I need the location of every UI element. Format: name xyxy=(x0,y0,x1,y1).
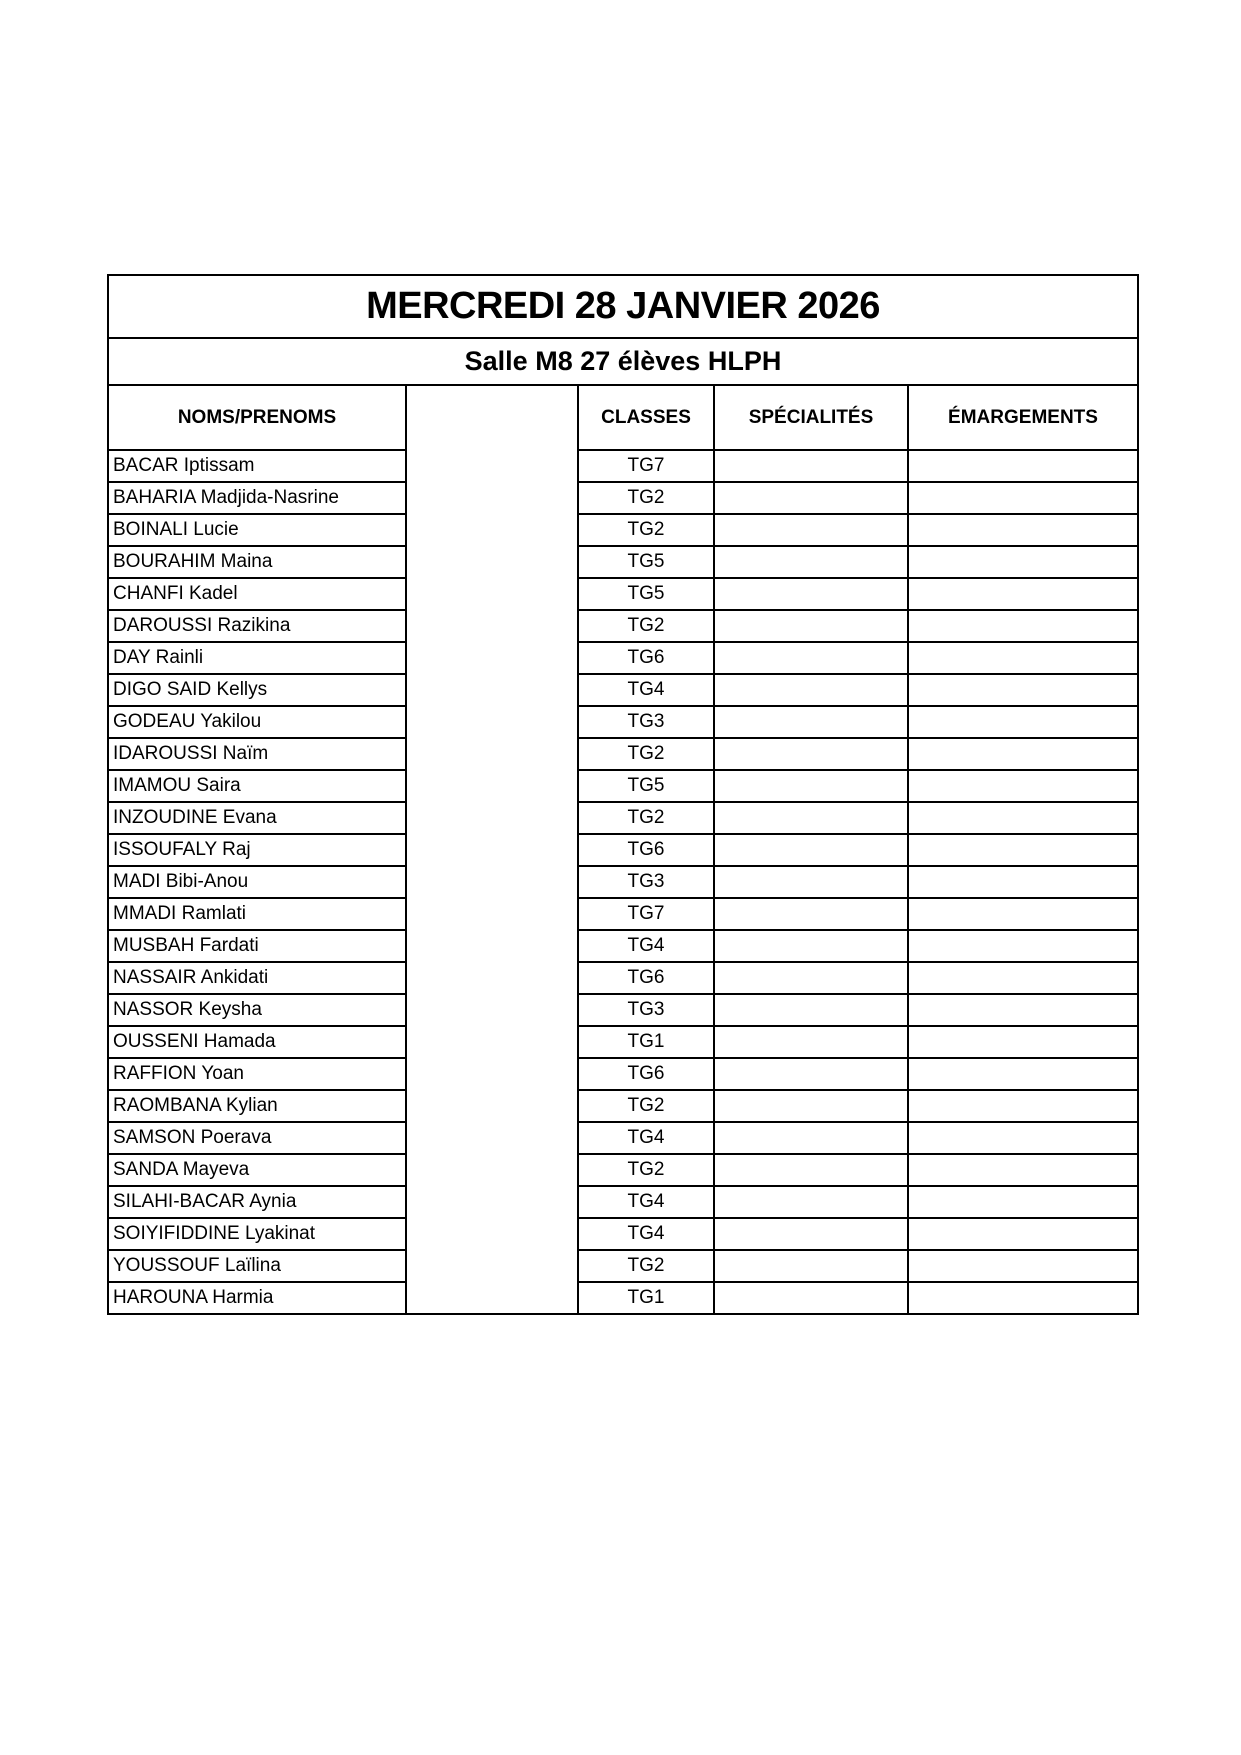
student-table xyxy=(109,386,1137,1313)
emargement-cell xyxy=(908,738,1137,770)
blank-cell xyxy=(406,1282,578,1313)
table-row xyxy=(109,738,1137,770)
student-name: ISSOUFALY Raj xyxy=(109,834,406,866)
student-name: SANDA Mayeva xyxy=(109,1154,406,1186)
header-classes: CLASSES xyxy=(578,386,714,450)
student-class: TG4 xyxy=(578,674,714,706)
blank-cell xyxy=(406,450,578,482)
student-name: MUSBAH Fardati xyxy=(109,930,406,962)
student-class: TG2 xyxy=(578,482,714,514)
specialite-cell xyxy=(714,770,908,802)
emargement-cell xyxy=(908,514,1137,546)
blank-cell xyxy=(406,898,578,930)
attendance-sheet xyxy=(107,274,1139,1315)
table-row xyxy=(109,802,1137,834)
student-class: TG4 xyxy=(578,1122,714,1154)
student-name: CHANFI Kadel xyxy=(109,578,406,610)
blank-cell xyxy=(406,610,578,642)
student-class: TG2 xyxy=(578,1154,714,1186)
student-class: TG5 xyxy=(578,546,714,578)
table-row xyxy=(109,834,1137,866)
table-row xyxy=(109,482,1137,514)
emargement-cell xyxy=(908,1250,1137,1282)
student-name: RAFFION Yoan xyxy=(109,1058,406,1090)
student-class: TG6 xyxy=(578,1058,714,1090)
table-row xyxy=(109,578,1137,610)
emargement-cell xyxy=(908,930,1137,962)
student-class: TG2 xyxy=(578,514,714,546)
specialite-cell xyxy=(714,546,908,578)
emargement-cell xyxy=(908,546,1137,578)
emargement-cell xyxy=(908,642,1137,674)
table-row xyxy=(109,1154,1137,1186)
blank-cell xyxy=(406,642,578,674)
specialite-cell xyxy=(714,834,908,866)
student-name: BACAR Iptissam xyxy=(109,450,406,482)
table-row xyxy=(109,1186,1137,1218)
student-name: SAMSON Poerava xyxy=(109,1122,406,1154)
blank-cell xyxy=(406,1058,578,1090)
student-name: BOURAHIM Maina xyxy=(109,546,406,578)
emargement-cell xyxy=(908,706,1137,738)
emargement-cell xyxy=(908,834,1137,866)
blank-cell xyxy=(406,738,578,770)
emargement-cell xyxy=(908,1186,1137,1218)
specialite-cell xyxy=(714,642,908,674)
student-class: TG3 xyxy=(578,866,714,898)
blank-cell xyxy=(406,578,578,610)
emargement-cell xyxy=(908,866,1137,898)
emargement-cell xyxy=(908,450,1137,482)
table-row xyxy=(109,1090,1137,1122)
emargement-cell xyxy=(908,1122,1137,1154)
student-class: TG4 xyxy=(578,1218,714,1250)
emargement-cell xyxy=(908,1154,1137,1186)
emargement-cell xyxy=(908,578,1137,610)
student-name: HAROUNA Harmia xyxy=(109,1282,406,1313)
student-class: TG1 xyxy=(578,1282,714,1313)
blank-cell xyxy=(406,802,578,834)
student-name: DIGO SAID Kellys xyxy=(109,674,406,706)
emargement-cell xyxy=(908,610,1137,642)
student-name: NASSOR Keysha xyxy=(109,994,406,1026)
specialite-cell xyxy=(714,482,908,514)
specialite-cell xyxy=(714,962,908,994)
header-row xyxy=(109,386,1137,450)
specialite-cell xyxy=(714,514,908,546)
table-row xyxy=(109,706,1137,738)
table-row xyxy=(109,450,1137,482)
specialite-cell xyxy=(714,866,908,898)
table-row xyxy=(109,610,1137,642)
blank-cell xyxy=(406,834,578,866)
header-names: NOMS/PRENOMS xyxy=(109,386,406,450)
blank-cell xyxy=(406,994,578,1026)
blank-cell xyxy=(406,1026,578,1058)
specialite-cell xyxy=(714,994,908,1026)
student-class: TG3 xyxy=(578,706,714,738)
specialite-cell xyxy=(714,1186,908,1218)
emargement-cell xyxy=(908,770,1137,802)
blank-cell xyxy=(406,514,578,546)
emargement-cell xyxy=(908,898,1137,930)
table-row xyxy=(109,866,1137,898)
table-row xyxy=(109,994,1137,1026)
specialite-cell xyxy=(714,610,908,642)
student-name: INZOUDINE Evana xyxy=(109,802,406,834)
student-class: TG1 xyxy=(578,1026,714,1058)
student-class: TG5 xyxy=(578,578,714,610)
student-class: TG2 xyxy=(578,610,714,642)
student-class: TG6 xyxy=(578,962,714,994)
table-row xyxy=(109,770,1137,802)
emargement-cell xyxy=(908,1058,1137,1090)
blank-cell xyxy=(406,1154,578,1186)
table-row xyxy=(109,1122,1137,1154)
blank-cell xyxy=(406,706,578,738)
table-row xyxy=(109,898,1137,930)
student-class: TG6 xyxy=(578,642,714,674)
emargement-cell xyxy=(908,1026,1137,1058)
blank-cell xyxy=(406,1250,578,1282)
specialite-cell xyxy=(714,1122,908,1154)
header-emargements: ÉMARGEMENTS xyxy=(948,406,1098,428)
student-class: TG5 xyxy=(578,770,714,802)
student-class: TG2 xyxy=(578,1090,714,1122)
specialite-cell xyxy=(714,898,908,930)
table-row xyxy=(109,674,1137,706)
specialite-cell xyxy=(714,1282,908,1313)
student-name: DAY Rainli xyxy=(109,642,406,674)
student-class: TG7 xyxy=(578,898,714,930)
student-name: IMAMOU Saira xyxy=(109,770,406,802)
table-row xyxy=(109,1058,1137,1090)
student-class: TG2 xyxy=(578,738,714,770)
emargement-cell xyxy=(908,994,1137,1026)
table-row xyxy=(109,546,1137,578)
emargement-cell xyxy=(908,1090,1137,1122)
student-class: TG2 xyxy=(578,1250,714,1282)
specialite-cell xyxy=(714,706,908,738)
table-row xyxy=(109,962,1137,994)
student-name: MADI Bibi-Anou xyxy=(109,866,406,898)
student-name: BOINALI Lucie xyxy=(109,514,406,546)
student-class: TG3 xyxy=(578,994,714,1026)
specialite-cell xyxy=(714,578,908,610)
student-name: GODEAU Yakilou xyxy=(109,706,406,738)
student-name: SOIYIFIDDINE Lyakinat xyxy=(109,1218,406,1250)
student-class: TG4 xyxy=(578,930,714,962)
specialite-cell xyxy=(714,450,908,482)
table-row xyxy=(109,642,1137,674)
table-row xyxy=(109,1026,1137,1058)
student-name: DAROUSSI Razikina xyxy=(109,610,406,642)
table-row xyxy=(109,1218,1137,1250)
table-row xyxy=(109,514,1137,546)
specialite-cell xyxy=(714,1154,908,1186)
specialite-cell xyxy=(714,738,908,770)
student-class: TG7 xyxy=(578,450,714,482)
emargement-cell xyxy=(908,1218,1137,1250)
student-name: BAHARIA Madjida-Nasrine xyxy=(109,482,406,514)
emargement-cell xyxy=(908,482,1137,514)
specialite-cell xyxy=(714,802,908,834)
student-name: NASSAIR Ankidati xyxy=(109,962,406,994)
student-name: RAOMBANA Kylian xyxy=(109,1090,406,1122)
specialite-cell xyxy=(714,1090,908,1122)
specialite-cell xyxy=(714,1218,908,1250)
blank-cell xyxy=(406,546,578,578)
blank-cell xyxy=(406,1122,578,1154)
emargement-cell xyxy=(908,802,1137,834)
specialite-cell xyxy=(714,1058,908,1090)
student-name: SILAHI-BACAR Aynia xyxy=(109,1186,406,1218)
blank-cell xyxy=(406,482,578,514)
blank-cell xyxy=(406,930,578,962)
table-row xyxy=(109,1282,1137,1313)
emargement-cell xyxy=(908,962,1137,994)
blank-cell xyxy=(406,1090,578,1122)
student-name: MMADI Ramlati xyxy=(109,898,406,930)
student-class: TG2 xyxy=(578,802,714,834)
student-name: OUSSENI Hamada xyxy=(109,1026,406,1058)
room-subtitle: Salle M8 27 élèves HLPH xyxy=(109,339,1137,386)
specialite-cell xyxy=(714,930,908,962)
table-row xyxy=(109,930,1137,962)
specialite-cell xyxy=(714,674,908,706)
student-class: TG6 xyxy=(578,834,714,866)
student-name: YOUSSOUF Laïlina xyxy=(109,1250,406,1282)
header-specialites: SPÉCIALITÉS xyxy=(714,386,908,450)
emargement-cell xyxy=(908,1282,1137,1313)
blank-cell xyxy=(406,674,578,706)
blank-cell xyxy=(406,770,578,802)
specialite-cell xyxy=(714,1250,908,1282)
specialite-cell xyxy=(714,1026,908,1058)
student-name: IDAROUSSI Naïm xyxy=(109,738,406,770)
header-blank xyxy=(406,386,578,450)
blank-cell xyxy=(406,1186,578,1218)
blank-cell xyxy=(406,1218,578,1250)
table-row xyxy=(109,1250,1137,1282)
emargement-cell xyxy=(908,674,1137,706)
student-class: TG4 xyxy=(578,1186,714,1218)
page-title: MERCREDI 28 JANVIER 2026 xyxy=(109,276,1137,339)
blank-cell xyxy=(406,866,578,898)
blank-cell xyxy=(406,962,578,994)
